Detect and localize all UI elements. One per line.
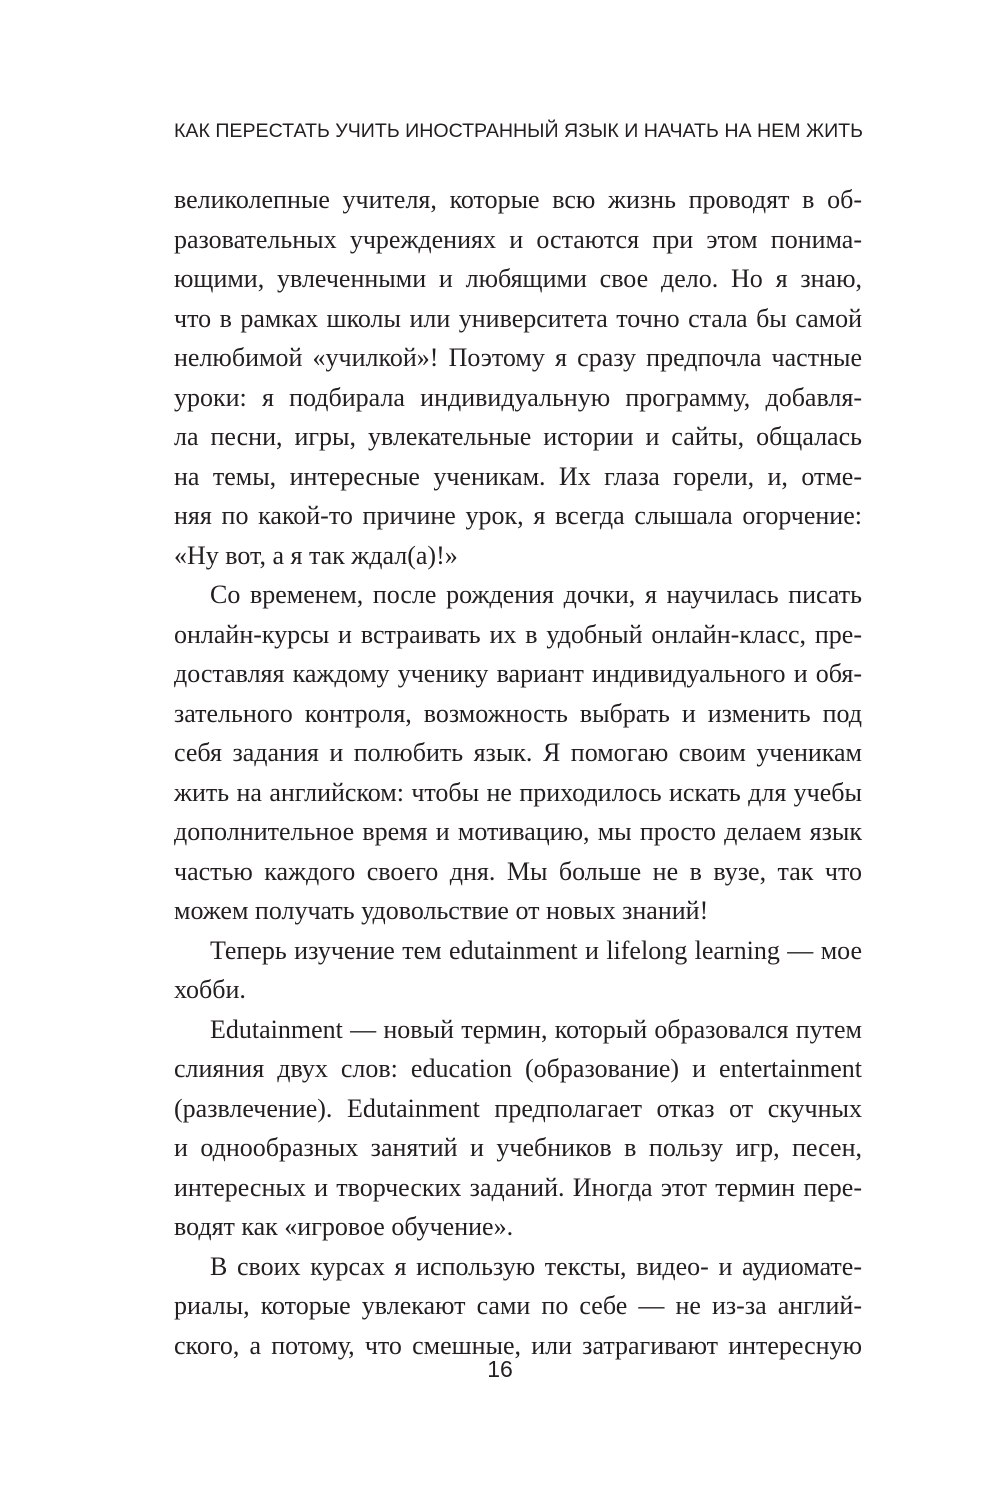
text-line: что в рамках школы или университета точно стала бы самой xyxy=(174,303,862,333)
text-line: разовательных учреждениях и остаются при этом понима- xyxy=(174,224,862,254)
text-line: риалы, которые увлекают сами по себе — не из-за англий- xyxy=(174,1291,862,1320)
text-line: жить на английском: чтобы не приходилось искать для учебы xyxy=(174,777,862,807)
text-line: хобби. xyxy=(174,975,246,1004)
text-line: и однообразных занятий и учебников в пользу игр, песен, xyxy=(174,1133,862,1162)
text-line: водят как «игровое обучение». xyxy=(174,1212,514,1241)
text-line: Edutainment — новый термин, который образовался путем xyxy=(210,1014,862,1044)
text-line: великолепные учителя, которые всю жизнь проводят в об- xyxy=(174,185,862,214)
text-line: уроки: я подбирала индивидуальную программу, добавля- xyxy=(174,382,862,412)
text-line: ющими, увлеченными и любящими свое дело. Но я знаю, xyxy=(174,264,862,293)
text-line: Теперь изучение тем edutainment и lifelong learning — мое xyxy=(210,935,862,965)
text-line: няя по какой-то причине урок, я всегда слышала огорчение: xyxy=(174,501,862,530)
text-line: интересных и творческих заданий. Иногда этот термин пере- xyxy=(174,1172,862,1202)
text-line: дополнительное время и мотивацию, мы просто делаем язык xyxy=(174,817,862,846)
text-line: онлайн-курсы и встраивать их в удобный онлайн-класс, пре- xyxy=(174,619,862,649)
text-line: зательного контроля, возможность выбрать и изменить под xyxy=(174,698,862,728)
text-line: можем получать удовольствие от новых знаний! xyxy=(174,896,709,925)
text-line: слияния двух слов: education (образование) и entertainment xyxy=(174,1054,862,1083)
text-line: на темы, интересные ученикам. Их глаза горели, и, отме- xyxy=(174,461,862,491)
body-text xyxy=(174,180,862,1365)
text-line: (развлечение). Edutainment предполагает отказ от скучных xyxy=(174,1093,862,1123)
text-line: себя задания и полюбить язык. Я помогаю своим ученикам xyxy=(174,738,862,767)
page-number: 16 xyxy=(487,1356,513,1382)
text-line: нелюбимой «училкой»! Поэтому я сразу предпочла частные xyxy=(174,343,862,372)
text-line: доставляя каждому ученику вариант индивидуального и обя- xyxy=(174,659,862,688)
text-line: «Ну вот, а я так ждал(а)!» xyxy=(174,540,458,570)
text-line: Со временем, после рождения дочки, я научилась писать xyxy=(210,580,862,609)
text-line: В своих курсах я использую тексты, видео- и аудиомате- xyxy=(210,1251,862,1281)
text-line: частью каждого своего дня. Мы больше не в вузе, так что xyxy=(174,856,862,886)
text-line: ла песни, игры, увлекательные истории и сайты, общалась xyxy=(174,422,862,451)
running-header: КАК ПЕРЕСТАТЬ УЧИТЬ ИНОСТРАННЫЙ ЯЗЫК И НАЧАТЬ НА НЕМ ЖИТЬ xyxy=(174,120,863,142)
text-line: ского, а потому, что смешные, или затрагивают интересную xyxy=(174,1330,862,1360)
